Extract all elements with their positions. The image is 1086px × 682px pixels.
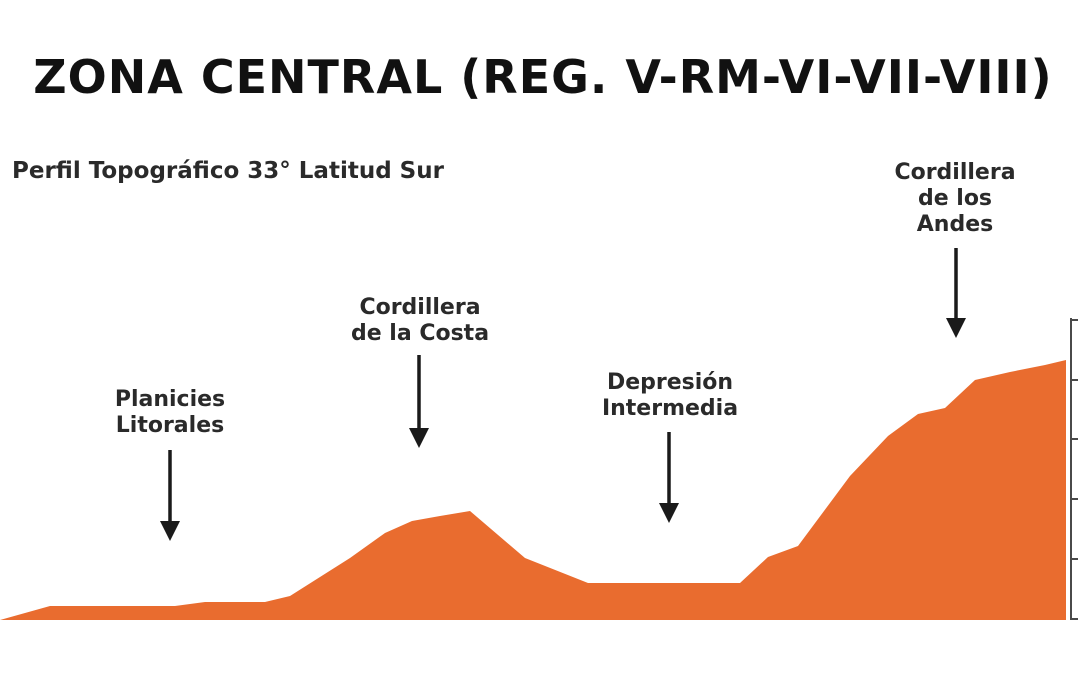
label-planicies-line2: Litorales (115, 413, 225, 438)
arrow-head (160, 521, 180, 541)
label-costa-line1: Cordillera (359, 295, 481, 320)
label-andes-line3: Andes (916, 212, 994, 237)
label-depresion-line2: Intermedia (601, 396, 739, 421)
page-title: ZONA CENTRAL (REG. V-RM-VI-VII-VIII) (33, 50, 1053, 104)
right-axis (1071, 318, 1078, 620)
label-andes-line2: de los (917, 186, 993, 211)
arrow-head (946, 318, 966, 338)
arrow-andes (946, 248, 966, 338)
profile-subtitle: Perfil Topográfico 33° Latitud Sur (12, 158, 444, 184)
terrain-profile (0, 360, 1066, 620)
label-planicies-line1: Planicies (114, 387, 226, 412)
label-costa-line2: de la Costa (350, 321, 490, 346)
arrow-planicies (160, 450, 180, 541)
label-andes-line1: Cordillera (894, 160, 1016, 185)
arrow-depresion (659, 432, 679, 523)
arrow-costa (409, 355, 429, 448)
arrow-head (659, 503, 679, 523)
arrow-head (409, 428, 429, 448)
label-depresion-line1: Depresión (606, 370, 734, 395)
